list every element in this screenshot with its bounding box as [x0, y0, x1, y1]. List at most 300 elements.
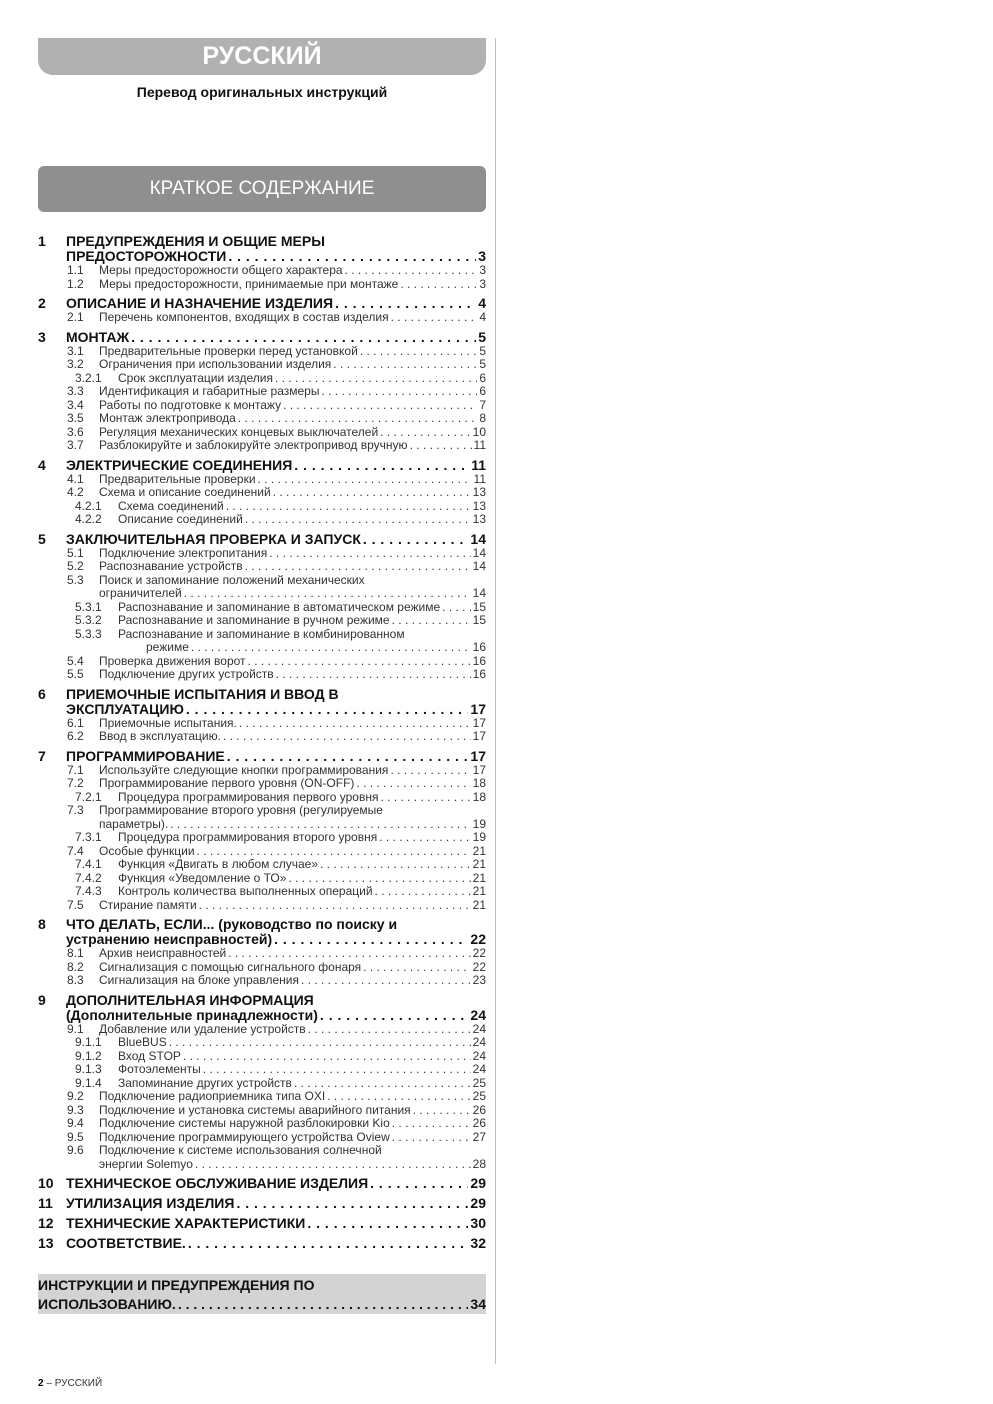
dot-leader: [238, 412, 478, 426]
item-page: 27: [472, 1130, 486, 1144]
dot-leader: [370, 1176, 468, 1191]
item-number: 2.1: [67, 310, 84, 324]
item-title: Распознавание и запоминание в комбинированном: [118, 626, 405, 641]
toc-item[interactable]: [38, 717, 486, 731]
toc-row: [99, 655, 486, 669]
toc-item[interactable]: [38, 1077, 486, 1091]
toc-item[interactable]: [38, 845, 486, 859]
item-page: 3: [479, 277, 486, 291]
toc-item[interactable]: [38, 872, 486, 886]
toc-row: [99, 1117, 486, 1131]
toc-item[interactable]: [38, 668, 486, 682]
dot-leader: [379, 831, 470, 845]
dot-leader: [203, 1063, 471, 1077]
item-number: 8.3: [67, 973, 84, 987]
toc-row: [99, 345, 486, 359]
item-page: 15: [472, 600, 486, 614]
toc-row: [118, 1036, 486, 1050]
toc-item[interactable]: [38, 500, 486, 514]
item-page: 14: [472, 560, 486, 573]
toc-row: [99, 278, 486, 292]
toc-chapter: [38, 532, 486, 682]
toc-row: [99, 399, 486, 413]
toc-row: [99, 974, 486, 988]
toc-item[interactable]: [38, 1063, 486, 1077]
item-number: 9.4: [67, 1116, 84, 1130]
dot-leader: [375, 885, 471, 899]
column-divider: [495, 38, 496, 1364]
dot-leader: [178, 1295, 469, 1314]
item-title: Вход STOP: [118, 1049, 181, 1063]
dot-leader: [169, 1036, 471, 1050]
item-page: 22: [472, 947, 486, 960]
dot-leader: [226, 500, 471, 514]
toc-item[interactable]: [38, 311, 486, 325]
chapter-page: 11: [471, 457, 486, 473]
toc-item[interactable]: [38, 486, 486, 500]
item-page: 5: [479, 344, 486, 358]
toc-item[interactable]: [38, 264, 486, 278]
dot-leader: [245, 513, 471, 527]
appendix-title-line: ИНСТРУКЦИИ И ПРЕДУПРЕЖДЕНИЯ ПО: [38, 1277, 315, 1293]
item-title: Процедура программирования второго уровня: [118, 831, 378, 844]
item-page: 13: [472, 486, 486, 499]
item-number: 6.2: [67, 729, 84, 743]
chapter-number: 12: [38, 1215, 54, 1231]
item-page: 21: [472, 898, 486, 912]
toc-row: [66, 1176, 486, 1191]
item-number: 9.1.2: [75, 1048, 102, 1063]
item-number: 7.4: [67, 843, 84, 858]
dot-leader: [197, 845, 471, 859]
dot-leader: [301, 974, 471, 988]
toc-item[interactable]: [38, 804, 486, 818]
toc-item[interactable]: [38, 1117, 486, 1131]
toc-item[interactable]: [38, 1144, 486, 1158]
dot-leader: [269, 547, 470, 561]
toc-item[interactable]: [38, 831, 486, 845]
item-number: 9.1.1: [75, 1035, 102, 1049]
toc-item[interactable]: [38, 513, 486, 527]
toc-chapter: [38, 458, 486, 527]
toc-item[interactable]: [38, 614, 486, 628]
item-number: 3.7: [67, 438, 84, 452]
item-number: 7.1: [67, 762, 84, 777]
item-page: 28: [472, 1157, 486, 1171]
dot-leader: [275, 372, 477, 386]
item-title: Функция «Двигать в любом случае»: [118, 858, 319, 871]
toc-chapter: [38, 917, 486, 988]
item-page: 25: [472, 1076, 486, 1090]
chapter-number: 1: [38, 233, 46, 249]
item-number: 5.4: [67, 653, 84, 668]
item-page: 3: [479, 264, 486, 277]
item-title: Предварительные проверки перед установкой: [99, 344, 358, 358]
item-number: 4.2.1: [75, 498, 102, 513]
chapter-page: 29: [470, 1176, 486, 1191]
item-page: 22: [472, 960, 486, 974]
toc-row: [118, 1077, 486, 1091]
toc-item[interactable]: [38, 974, 486, 988]
toc-item[interactable]: [38, 1131, 486, 1145]
item-number: 4.2: [67, 485, 84, 499]
item-number: 7.4.3: [75, 884, 102, 898]
toc-item-continuation: [38, 641, 486, 655]
toc-item[interactable]: [38, 777, 486, 791]
item-number: 7.3.1: [75, 830, 102, 844]
dot-leader: [245, 560, 471, 574]
item-number: 9.3: [67, 1102, 84, 1117]
toc-row: [118, 513, 486, 527]
toc-chapter-heading[interactable]: [38, 993, 486, 1023]
item-number: 7.3: [67, 803, 84, 817]
item-page: 16: [472, 668, 486, 681]
toc-item[interactable]: [38, 1090, 486, 1104]
dot-leader: [258, 473, 472, 487]
toc-item[interactable]: [38, 372, 486, 386]
item-title: Подключение электропитания: [99, 546, 268, 560]
toc-row: [99, 668, 486, 682]
item-title: Функция «Уведомление о ТО»: [118, 871, 287, 885]
toc-item[interactable]: [38, 278, 486, 292]
toc-item[interactable]: [38, 791, 486, 805]
dot-leader: [392, 1131, 471, 1145]
toc-item[interactable]: [38, 947, 486, 961]
item-title: Меры предосторожности общего характера: [99, 264, 343, 277]
dot-leader: [131, 330, 476, 345]
item-page: 21: [472, 858, 486, 871]
toc-row: [99, 899, 486, 913]
toc-item[interactable]: [38, 628, 486, 642]
toc-chapter-heading[interactable]: [38, 1236, 486, 1251]
dot-leader: [360, 345, 478, 359]
toc-row: [118, 601, 486, 615]
toc-item[interactable]: [38, 399, 486, 413]
toc-row: [99, 264, 486, 278]
toc-row: [66, 330, 486, 345]
chapter-page: 5: [478, 329, 486, 345]
chapter-title-line: ПРИЕМОЧНЫЕ ИСПЫТАНИЯ И ВВОД В: [66, 685, 339, 702]
toc-chapter-heading[interactable]: [38, 296, 486, 311]
toc-chapter-heading[interactable]: [38, 917, 486, 947]
toc-chapter-heading[interactable]: [38, 330, 486, 345]
dot-leader: [188, 1236, 469, 1251]
toc-chapter-heading[interactable]: [38, 749, 486, 764]
item-page: 26: [472, 1103, 486, 1117]
toc-row: [99, 1158, 486, 1172]
toc-item[interactable]: [38, 439, 486, 453]
toc-chapter: [38, 234, 486, 291]
chapter-title-line: ОПИСАНИЕ И НАЗНАЧЕНИЕ ИЗДЕЛИЯ: [66, 296, 334, 311]
page-footer: [38, 1378, 102, 1389]
toc-item[interactable]: [38, 473, 486, 487]
toc-item[interactable]: [38, 1036, 486, 1050]
footer-page-number: 2: [38, 1378, 44, 1389]
toc-row: [99, 486, 486, 500]
toc-item-continuation: [38, 818, 486, 832]
item-page: 15: [472, 614, 486, 627]
toc-row: [99, 717, 486, 731]
toc-chapter-heading[interactable]: [38, 234, 486, 264]
item-page: 23: [472, 974, 486, 987]
toc-row: [99, 547, 486, 561]
chapter-number: 13: [38, 1235, 54, 1251]
appendix-entry[interactable]: [38, 1274, 486, 1314]
dot-leader: [294, 458, 469, 473]
toc-chapter-heading[interactable]: [38, 1216, 486, 1231]
toc-row: [66, 296, 486, 311]
dot-leader: [184, 587, 471, 601]
item-number: 3.1: [67, 343, 84, 358]
chapter-number: 10: [38, 1175, 54, 1191]
toc-row: [99, 473, 486, 487]
toc-row: [99, 311, 486, 325]
toc-item-continuation: [38, 1158, 486, 1172]
toc-row: [66, 1236, 486, 1251]
dot-leader: [391, 311, 478, 325]
item-page: 14: [472, 587, 486, 600]
dot-leader: [223, 730, 471, 744]
toc-item[interactable]: [38, 560, 486, 574]
item-title: Сигнализация на блоке управления: [99, 974, 299, 987]
chapter-page: 3: [478, 249, 486, 264]
toc-row: [99, 412, 486, 426]
chapter-title-line: (Дополнительные принадлежности): [66, 1007, 318, 1023]
dot-leader: [392, 1117, 471, 1131]
chapter-title-line: УТИЛИЗАЦИЯ ИЗДЕЛИЯ: [66, 1196, 235, 1211]
chapter-title-line: ТЕХНИЧЕСКИЕ ХАРАКТЕРИСТИКИ: [66, 1216, 306, 1231]
chapter-number: 6: [38, 685, 46, 702]
toc-row: [99, 1023, 486, 1037]
item-page: 5: [479, 358, 486, 371]
dot-leader: [390, 764, 470, 778]
item-number: 5.3: [67, 572, 84, 587]
toc-row: [66, 532, 486, 547]
toc-item[interactable]: [38, 601, 486, 615]
item-title: Распознавание и запоминание в автоматическом режиме: [118, 600, 441, 614]
dot-leader: [294, 1077, 471, 1091]
dot-leader: [380, 426, 470, 440]
toc-chapter: [38, 749, 486, 913]
toc-row: [99, 730, 486, 744]
item-title: Ввод в эксплуатацию.: [99, 730, 221, 743]
item-title: Архив неисправностей: [99, 947, 227, 960]
item-page: 24: [472, 1049, 486, 1063]
toc-row: [66, 749, 486, 764]
item-title: Предварительные проверки: [99, 472, 256, 486]
item-page: 16: [472, 641, 486, 654]
toc-row: [99, 845, 486, 859]
item-title: Сигнализация с помощью сигнального фонаря: [99, 960, 362, 974]
dot-leader: [183, 1050, 471, 1064]
item-number: 9.6: [67, 1143, 84, 1157]
dot-leader: [335, 296, 476, 311]
item-number: 5.3.3: [75, 626, 102, 641]
item-number: 9.5: [67, 1129, 84, 1144]
toc-item[interactable]: [38, 345, 486, 359]
item-page: 17: [472, 763, 486, 777]
item-number: 7.2.1: [75, 789, 102, 804]
dot-leader: [320, 858, 471, 872]
item-page: 21: [472, 844, 486, 858]
item-page: 19: [472, 817, 486, 831]
toc-item[interactable]: [38, 899, 486, 913]
item-number: 3.4: [67, 397, 84, 412]
item-number: 7.4.2: [75, 870, 102, 885]
chapter-title-line: ПРЕДОСТОРОЖНОСТИ: [66, 249, 227, 264]
toc-row: [118, 614, 486, 628]
toc-row: [99, 818, 486, 832]
item-number: 7.4.1: [75, 857, 102, 871]
toc-row: [118, 885, 486, 899]
toc-row: [99, 764, 486, 778]
toc-chapter: [38, 687, 486, 744]
chapter-page: 24: [470, 1007, 486, 1023]
dot-leader: [307, 1216, 468, 1231]
item-page: 11: [473, 472, 486, 486]
item-title: Идентификация и габаритные размеры: [99, 385, 320, 398]
chapter-number: 5: [38, 530, 46, 547]
dot-leader: [380, 791, 470, 805]
item-number: 6.1: [67, 715, 84, 730]
item-page: 17: [472, 716, 486, 730]
item-page: 14: [472, 546, 486, 560]
item-page: 8: [479, 412, 486, 425]
item-title: Запоминание других устройств: [118, 1076, 292, 1090]
item-title: Ограничения при использовании изделия: [99, 358, 332, 371]
toc-item[interactable]: [38, 547, 486, 561]
toc-chapter-heading[interactable]: [38, 458, 486, 473]
dot-leader: [195, 1158, 471, 1172]
toc-row: [118, 858, 486, 872]
item-title: Схема соединений: [118, 499, 224, 513]
toc-chapter-heading[interactable]: [38, 687, 486, 717]
toc-item[interactable]: [38, 961, 486, 975]
toc-chapter: [38, 1216, 486, 1231]
toc-item[interactable]: [38, 1104, 486, 1118]
item-title: Добавление или удаление устройств: [99, 1022, 306, 1036]
language-banner: РУССКИЙ: [38, 38, 486, 75]
item-page: 18: [472, 790, 486, 804]
chapter-number: 9: [38, 991, 46, 1008]
toc-item[interactable]: [38, 1050, 486, 1064]
chapter-number: 4: [38, 456, 46, 473]
chapter-page: 32: [470, 1236, 486, 1251]
toc-item[interactable]: [38, 885, 486, 899]
toc-item[interactable]: [38, 858, 486, 872]
item-page: 10: [472, 425, 486, 439]
toc-row: [99, 1131, 486, 1145]
toc-item[interactable]: [38, 426, 486, 440]
toc-row: [118, 500, 486, 514]
item-title: Контроль количества выполненных операций: [118, 885, 373, 898]
toc-chapter-heading[interactable]: [38, 532, 486, 547]
toc-row: [118, 1063, 486, 1077]
dot-leader: [363, 961, 470, 975]
appendix-title-row: [38, 1295, 486, 1314]
item-title: Подключение системы наружной разблокировки Kio: [99, 1117, 390, 1130]
chapter-title-line: СООТВЕТСТВИЕ.: [66, 1236, 186, 1251]
toc-chapter-heading[interactable]: [38, 1176, 486, 1191]
toc-row: [118, 1050, 486, 1064]
dot-leader: [227, 749, 469, 764]
toc-item[interactable]: [38, 385, 486, 399]
item-title: Стирание памяти: [99, 898, 197, 912]
dot-leader: [321, 385, 477, 399]
dot-leader: [228, 947, 470, 961]
chapter-title-line: устранению неисправностей): [66, 932, 273, 947]
dot-leader: [320, 1008, 469, 1023]
toc-item[interactable]: [38, 730, 486, 744]
item-page: 13: [472, 513, 486, 526]
item-title: BlueBUS: [118, 1036, 167, 1049]
dot-leader: [239, 717, 471, 731]
item-title: Особые функции: [99, 844, 195, 858]
toc-row: [99, 587, 486, 601]
toc-item[interactable]: [38, 764, 486, 778]
item-title: Используйте следующие кнопки программирования: [99, 763, 389, 777]
item-title: ограничителей: [99, 587, 182, 600]
toc-row: [99, 439, 486, 453]
toc-row: [66, 932, 486, 947]
item-number: 7.5: [67, 897, 84, 912]
toc-item[interactable]: [38, 574, 486, 588]
toc-item[interactable]: [38, 358, 486, 372]
toc-item[interactable]: [38, 1023, 486, 1037]
toc-chapter: [38, 296, 486, 325]
item-page: 13: [472, 499, 486, 513]
chapter-title-line: ТЕХНИЧЕСКОЕ ОБСЛУЖИВАНИЕ ИЗДЕЛИЯ: [66, 1176, 369, 1191]
item-page: 11: [473, 439, 486, 452]
toc-item[interactable]: [38, 412, 486, 426]
item-title: Меры предосторожности, принимаемые при монтаже: [99, 277, 399, 291]
chapter-page: 4: [478, 296, 486, 311]
chapter-title-line: ПРЕДУПРЕЖДЕНИЯ И ОБЩИЕ МЕРЫ: [66, 233, 325, 249]
item-title: Подключение к системе использования солнечной: [99, 1143, 382, 1157]
chapter-title-line: ЧТО ДЕЛАТЬ, ЕСЛИ... (руководство по поиску и: [66, 916, 398, 932]
toc-row: [99, 560, 486, 574]
item-title: Программирование второго уровня (регулируемые: [99, 803, 383, 817]
dot-leader: [400, 278, 477, 292]
item-number: 1.2: [67, 276, 84, 291]
dot-leader: [410, 439, 472, 453]
item-title: энергии Solemyo: [99, 1157, 193, 1171]
chapter-title-line: ПРОГРАММИРОВАНИЕ: [66, 748, 225, 764]
dot-leader: [392, 614, 471, 628]
item-title: Процедура программирования первого уровня: [118, 790, 379, 804]
item-page: 24: [472, 1022, 486, 1036]
item-page: 26: [472, 1117, 486, 1130]
item-number: 9.1: [67, 1021, 84, 1036]
dot-leader: [276, 668, 471, 682]
dot-leader: [191, 641, 471, 655]
table-of-contents: [38, 234, 486, 1251]
item-number: 3.3: [67, 384, 84, 398]
toc-row: [66, 1216, 486, 1231]
chapter-title-line: ЗАКЛЮЧИТЕЛЬНАЯ ПРОВЕРКА И ЗАПУСК: [66, 531, 361, 547]
item-page: 21: [472, 885, 486, 898]
toc-item[interactable]: [38, 655, 486, 669]
item-title: Разблокируйте и заблокируйте электропривод вручную: [99, 439, 408, 452]
toc-chapter-heading[interactable]: [38, 1196, 486, 1211]
item-number: 5.2: [67, 559, 84, 573]
dot-leader: [363, 532, 469, 547]
item-number: 5.3.1: [75, 599, 102, 614]
toc-row: [99, 426, 486, 440]
appendix-title-line: ИСПОЛЬЗОВАНИЮ.: [38, 1296, 176, 1312]
dot-leader: [327, 1090, 470, 1104]
toc-row: [146, 641, 486, 655]
